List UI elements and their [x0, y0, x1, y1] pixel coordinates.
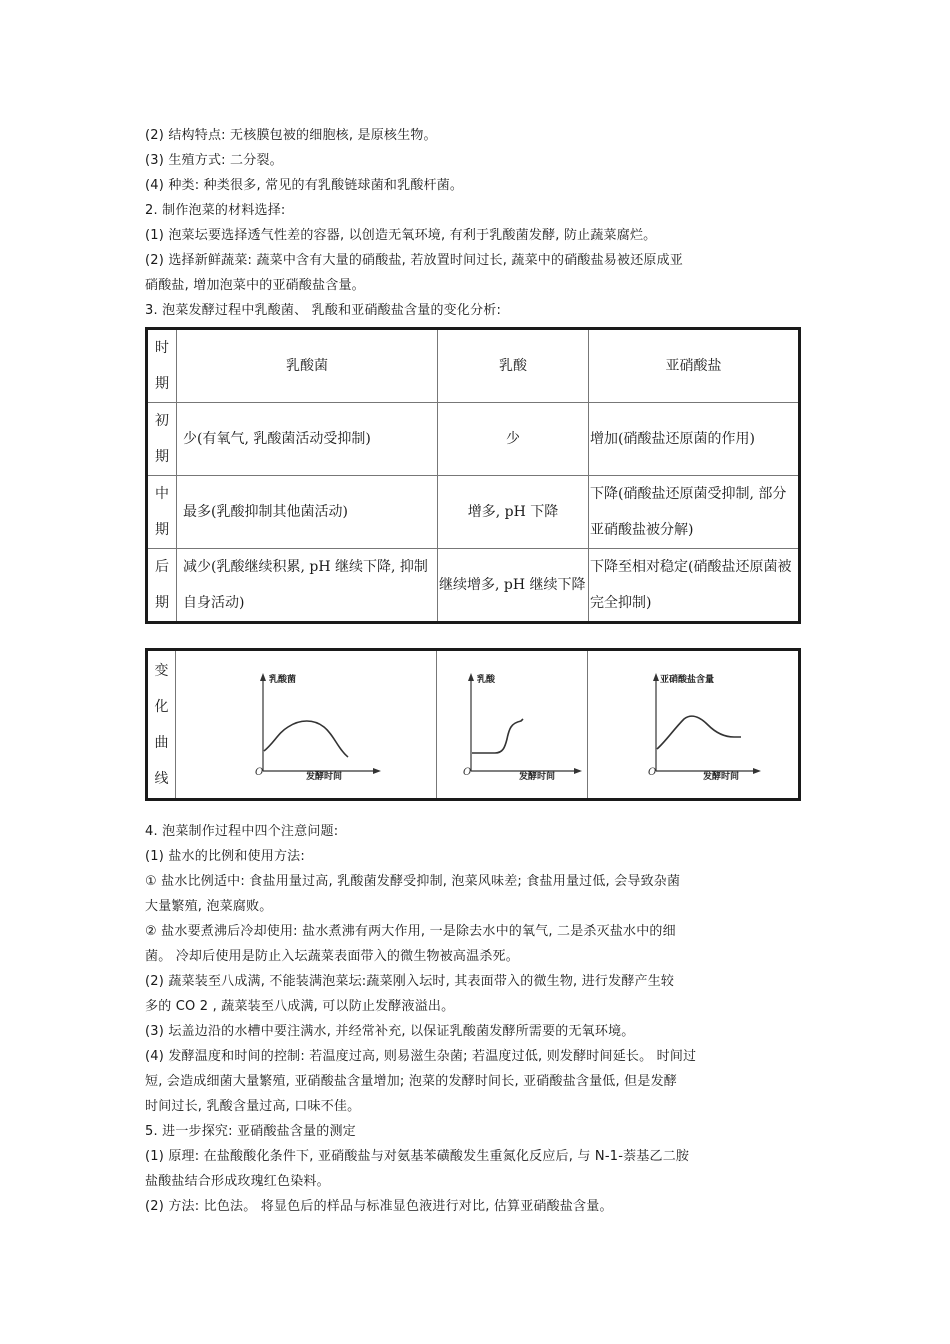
- text-line: 多的 CO 2 , 蔬菜装至八成满, 可以防止发酵液溢出。: [145, 999, 455, 1014]
- arrow-right-icon: [574, 768, 582, 774]
- text-line: 菌。 冷却后使用是防止入坛蔬菜表面带入的微生物被高温杀死。: [145, 949, 519, 964]
- cell: 最多(乳酸抑制其他菌活动): [177, 476, 438, 549]
- text-line: (1) 原理: 在盐酸酸化条件下, 亚硝酸盐与对氨基苯磺酸发生重氮化反应后, 与 N-1-萘基乙二胺: [145, 1149, 690, 1164]
- arrow-up-icon: [653, 673, 659, 681]
- text-line: (3) 坛盖边沿的水槽中要注满水, 并经常补充, 以保证乳酸菌发酵所需要的无氧环境。: [145, 1024, 635, 1039]
- curve-nitrite: [657, 716, 741, 749]
- arrow-right-icon: [373, 768, 381, 774]
- text-line: (2) 选择新鲜蔬菜: 蔬菜中含有大量的硝酸盐, 若放置时间过长, 蔬菜中的硝酸盐易被还原成亚: [145, 253, 683, 268]
- row-period: 中期: [147, 476, 177, 549]
- header-nitrite: 亚硝酸盐: [589, 329, 800, 403]
- graph-lactobacillus: [176, 650, 437, 800]
- arrow-up-icon: [260, 673, 266, 681]
- table-row: [147, 476, 800, 549]
- cell: 减少(乳酸继续积累, pH 继续下降, 抑制自身活动): [177, 549, 438, 623]
- text-line: (2) 结构特点: 无核膜包被的细胞核, 是原核生物。: [145, 128, 437, 143]
- curves-row-label: 变化曲线: [147, 650, 176, 800]
- section-heading: 3. 泡菜发酵过程中乳酸菌、 乳酸和亚硝酸盐含量的变化分析:: [145, 303, 502, 318]
- header-lactic-acid: 乳酸: [438, 329, 589, 403]
- y-axis-label: 乳酸: [477, 674, 496, 685]
- x-axis-label: 发酵时间: [703, 771, 740, 782]
- graph-lactic-acid: [437, 650, 588, 800]
- arrow-up-icon: [468, 673, 474, 681]
- text-line: (1) 盐水的比例和使用方法:: [145, 849, 305, 864]
- fermentation-table: [145, 327, 801, 624]
- text-line: (3) 生殖方式: 二分裂。: [145, 153, 283, 168]
- text-line: (4) 种类: 种类很多, 常见的有乳酸链球菌和乳酸杆菌。: [145, 178, 464, 193]
- cell: 少: [438, 403, 589, 476]
- row-period: 初期: [147, 403, 177, 476]
- curve-lactic-acid: [472, 719, 523, 753]
- text-line: 盐酸盐结合形成玫瑰红色染料。: [145, 1174, 330, 1189]
- y-axis-label: 亚硝酸盐含量: [660, 674, 715, 685]
- text-line: 短, 会造成细菌大量繁殖, 亚硝酸盐含量增加; 泡菜的发酵时间长, 亚硝酸盐含量低, 但是发酵: [145, 1074, 677, 1089]
- section-heading: 5. 进一步探究: 亚硝酸盐含量的测定: [145, 1124, 356, 1139]
- cell: 少(有氧气, 乳酸菌活动受抑制): [177, 403, 438, 476]
- arrow-right-icon: [753, 768, 761, 774]
- x-axis-label: 发酵时间: [306, 771, 343, 782]
- x-axis-label: 发酵时间: [519, 771, 556, 782]
- curves-table: [145, 648, 801, 801]
- graph-nitrite: [588, 650, 800, 800]
- origin-label: O: [255, 766, 264, 778]
- table-header-row: [147, 329, 800, 403]
- cell: 下降至相对稳定(硝酸盐还原菌被完全抑制): [589, 549, 800, 623]
- table-row: [147, 549, 800, 623]
- text-line: 大量繁殖, 泡菜腐败。: [145, 899, 273, 914]
- curve-lactobacillus: [264, 721, 348, 757]
- section-heading: 2. 制作泡菜的材料选择:: [145, 203, 286, 218]
- text-line: 时间过长, 乳酸含量过高, 口味不佳。: [145, 1099, 361, 1114]
- text-line: ② 盐水要煮沸后冷却使用: 盐水煮沸有两大作用, 一是除去水中的氧气, 二是杀灭盐水中的细: [145, 924, 676, 939]
- text-line: ① 盐水比例适中: 食盐用量过高, 乳酸菌发酵受抑制, 泡菜风味差; 食盐用量过低, 会导致杂菌: [145, 874, 681, 889]
- y-axis-label: 乳酸菌: [269, 674, 297, 685]
- row-period: 后期: [147, 549, 177, 623]
- text-line: 硝酸盐, 增加泡菜中的亚硝酸盐含量。: [145, 278, 365, 293]
- text-line: (2) 蔬菜装至八成满, 不能装满泡菜坛:蔬菜刚入坛时, 其表面带入的微生物, 进行发酵产生较: [145, 974, 675, 989]
- text-line: (1) 泡菜坛要选择透气性差的容器, 以创造无氧环境, 有利于乳酸菌发酵, 防止蔬菜腐烂。: [145, 228, 657, 243]
- cell: 下降(硝酸盐还原菌受抑制, 部分亚硝酸盐被分解): [589, 476, 800, 549]
- cell: 增多, pH 下降: [438, 476, 589, 549]
- header-period: 时期: [147, 329, 177, 403]
- section-heading: 4. 泡菜制作过程中四个注意问题:: [145, 824, 339, 839]
- header-lactobacillus: 乳酸菌: [177, 329, 438, 403]
- origin-label: O: [648, 766, 657, 778]
- table-row: [147, 403, 800, 476]
- cell: 增加(硝酸盐还原菌的作用): [589, 403, 800, 476]
- origin-label: O: [463, 766, 472, 778]
- text-line: (4) 发酵温度和时间的控制: 若温度过高, 则易滋生杂菌; 若温度过低, 则发酵时间延长。 时间过: [145, 1049, 697, 1064]
- text-line: (2) 方法: 比色法。 将显色后的样品与标准显色液进行对比, 估算亚硝酸盐含量。: [145, 1199, 613, 1214]
- cell: 继续增多, pH 继续下降: [438, 549, 589, 623]
